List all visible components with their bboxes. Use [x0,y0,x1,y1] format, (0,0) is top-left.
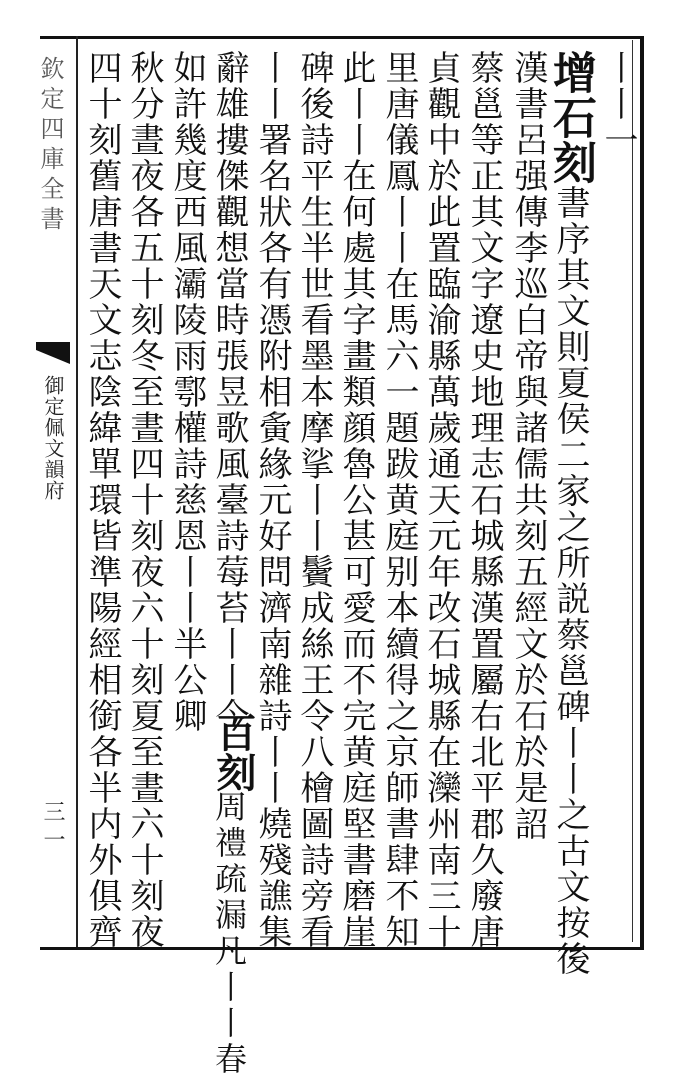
margin-collection-title: 欽定四庫全書 [36,56,64,236]
text-column-2 [545,50,596,977]
text-column-1: 丨丨一 [598,50,638,158]
margin-page-number: 三一 [40,800,65,856]
baike-definition: 周禮疏漏凡丨丨春 [210,790,248,1078]
text-column-12: 秋分晝夜各五十刻冬至晝四十刻夜六十刻夏至晝六十刻夜 [124,50,164,950]
text-column-4: 蔡邕等正其文字遼史地理志石城縣漢置屬右北平郡久廢唐 [464,50,504,950]
headword-baike: 百刻 [210,712,257,792]
text-column-7: 此丨丨在何處其字畫類顔魯公甚可愛而不完黄庭堅書磨崖 [336,50,376,950]
headword-shike: 增石刻 [545,50,596,185]
text-column-5: 貞觀中於此置臨渝縣萬歲通天元年改石城縣在灤州南三十 [421,50,461,950]
frame-left-border [76,36,78,947]
text-column-9: 丨丨署名狀各有憑附相夤緣元好問濟南雜詩丨丨燒殘譙集 [252,50,292,950]
text-column-10: 辭雄摟傑觀想當時張昱歌風臺詩莓苔丨丨今 [209,50,249,734]
margin-book-title: 御定佩文韻府 [41,375,65,501]
text-column-11: 如許幾度西風灞陵雨鄠權詩慈恩丨丨半公卿 [167,50,207,734]
text-column-8: 碑後詩平生半世看墨本摩挲丨丨鬢成絲王令八檜圖詩旁看 [294,50,334,950]
frame-right-inner-line [632,40,633,942]
text-column-2-body: 書序其文則夏侯二家之所説蔡邕碑丨丨之古文按後 [550,185,590,977]
margin-strip [34,40,74,940]
text-column-6: 里唐儀鳳丨丨在馬六一題跋黄庭别本續得之京師書肆不知 [379,50,419,950]
text-column-3: 漢書呂强傳李巡白帝與諸儒共刻五經文於石於是詔 [508,50,548,842]
frame-right-border [640,36,644,947]
text-column-13: 四十刻舊唐書天文志陰緯單環皆準陽經相銜各半内外俱齊 [82,50,122,950]
fish-tail-mark-icon [36,340,70,366]
